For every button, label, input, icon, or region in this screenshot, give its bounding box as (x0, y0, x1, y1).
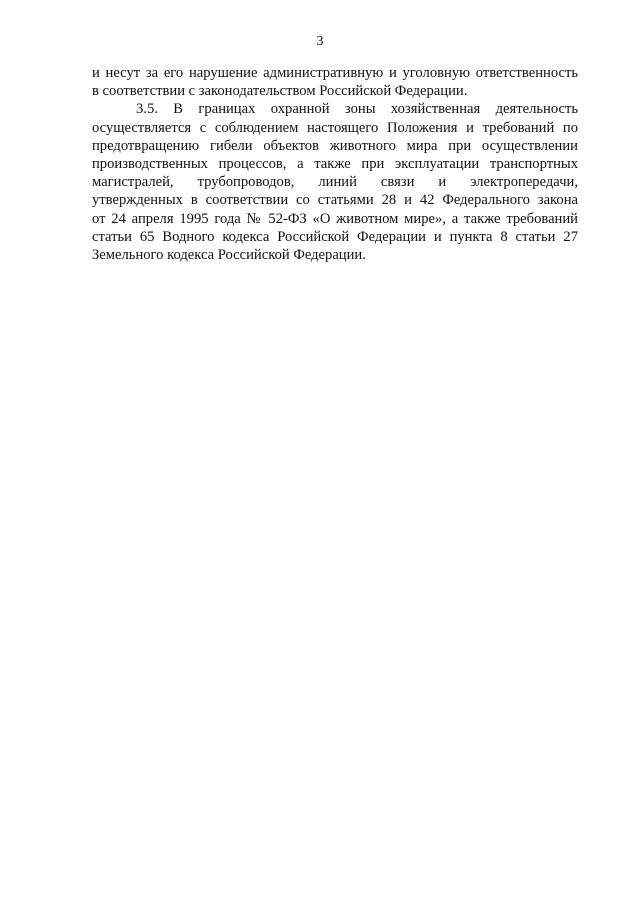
text-line: статьи 65 Водного кодекса Российской Федерации и пункта 8 статьи 27 (92, 228, 578, 245)
text-line: магистралей, трубопроводов, линий связи и электропередачи, (92, 174, 578, 191)
page-number: 3 (316, 34, 324, 49)
paragraph-2 (92, 100, 578, 264)
text-line: 3.5. В границах охранной зоны хозяйственная деятельность (136, 101, 578, 118)
text-line: осуществляется с соблюдением настоящего Положения и требований по (92, 119, 578, 136)
text-line: утвержденных в соответствии со статьями 28 и 42 Федерального закона (92, 192, 578, 209)
text-line: в соответствии с законодательством Российской Федерации. (92, 83, 468, 100)
body-text (92, 64, 578, 264)
text-line: Земельного кодекса Российской Федерации. (92, 247, 366, 264)
paragraph-1 (92, 64, 578, 100)
text-line: предотвращению гибели объектов животного мира при осуществлении (92, 137, 578, 154)
text-line: и несут за его нарушение административную и уголовную ответственность (92, 65, 578, 81)
text-line: от 24 апреля 1995 года № 52-ФЗ «О животном мире», а также требований (92, 210, 578, 227)
text-line: производственных процессов, а также при эксплуатации транспортных (92, 156, 578, 173)
